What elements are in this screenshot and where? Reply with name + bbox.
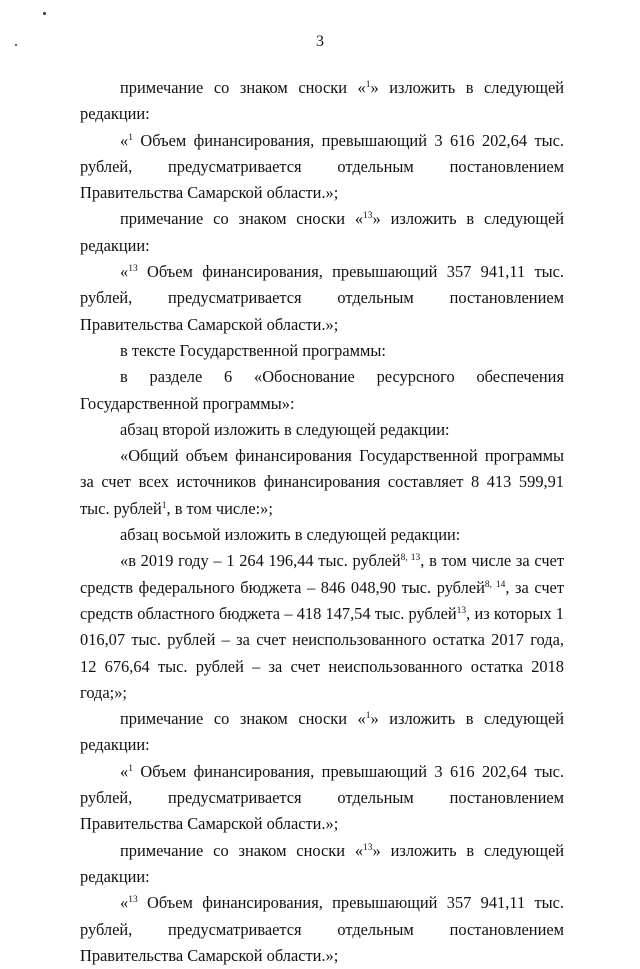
footnote-mark: 1 (365, 711, 371, 722)
footnote-mark: 13 (456, 605, 467, 616)
footnote-mark: 13 (128, 895, 138, 906)
footnote-mark: 1 (128, 132, 133, 143)
text-run: » изложить в следующей редакции: (80, 709, 564, 755)
paragraph (80, 838, 564, 891)
text-run: примечание со знаком сноски « (120, 209, 364, 229)
paragraph (80, 338, 564, 364)
page-number: 3 (316, 33, 324, 50)
text-run: примечание со знаком сноски « (120, 78, 366, 97)
text-run: Объем финансирования, превышающий 3 616 202,64 тыс. рублей, предусматривается отдельным постановлением Правительства Самарской области.»; (80, 761, 564, 834)
footnote-mark: 13 (363, 211, 373, 222)
text-run: «в 2019 году – 1 264 196,44 тыс. рублей (120, 551, 401, 571)
text-run: » изложить в следующей редакции: (80, 78, 564, 124)
text-run: » изложить в следующей редакции: (80, 209, 565, 255)
text-run: Объем финансирования, превышающий 357 941,11 тыс. рублей, предусматривается отдельным постановлением Правительства Самарской области.»; (80, 893, 564, 965)
text-run: « (120, 893, 129, 913)
footnote-mark: 1 (128, 763, 133, 774)
paragraph (80, 417, 564, 443)
footnote-mark: 8, 14 (484, 579, 506, 590)
text-run: , из которых 1 016,07 тыс. рублей – за счет неиспользованного остатка 2017 года, 12 676,64 тыс. рублей – за счет неиспользованного остатка 2018 года;»; (80, 603, 564, 702)
text-run: абзац восьмой изложить в следующей редакции: (120, 525, 461, 545)
footnote-mark: 13 (363, 842, 373, 853)
text-run: « (120, 761, 129, 781)
document-body (80, 75, 564, 969)
footnote-mark: 13 (128, 264, 138, 275)
paragraph (80, 890, 564, 969)
text-run: , за счет средств областного бюджета – 418 147,54 тыс. рублей (80, 577, 564, 623)
paragraph (80, 259, 564, 338)
text-run: абзац второй изложить в следующей редакции: (120, 419, 450, 439)
paragraph (80, 364, 564, 417)
paragraph (80, 759, 564, 838)
text-run: « (120, 262, 129, 282)
text-run: примечание со знаком сноски « (120, 840, 364, 860)
paragraph (80, 75, 564, 128)
paragraph (80, 548, 564, 706)
text-run: «Общий объем финансирования Государственной программы за счет всех источников финансирования составляет 8 413 599,91 тыс. рублей (80, 446, 564, 518)
paragraph (80, 443, 564, 522)
text-run: » изложить в следующей редакции: (80, 840, 565, 886)
scan-speck (43, 12, 46, 15)
paragraph (80, 206, 564, 259)
text-run: примечание со знаком сноски « (120, 709, 366, 729)
footnote-mark: 8, 13 (400, 553, 421, 564)
text-run: , в том числе за счет средств федерального бюджета – 846 048,90 тыс. рублей (80, 551, 564, 597)
text-run: Объем финансирования, превышающий 3 616 202,64 тыс. рублей, предусматривается отдельным постановлением Правительства Самарской области.»; (80, 130, 564, 203)
text-run: в тексте Государственной программы: (120, 340, 386, 360)
paragraph (80, 522, 564, 548)
footnote-mark: 1 (365, 80, 371, 90)
text-run: Объем финансирования, превышающий 357 941,11 тыс. рублей, предусматривается отдельным постановлением Правительства Самарской области.»; (80, 262, 564, 334)
footnote-mark: 1 (161, 500, 167, 511)
paragraph (80, 128, 564, 207)
text-run: , в том числе:»; (166, 498, 273, 518)
paragraph (80, 706, 564, 759)
text-run: в разделе 6 «Обоснование ресурсного обеспечения Государственной программы»: (80, 367, 564, 413)
text-run: « (120, 130, 129, 150)
